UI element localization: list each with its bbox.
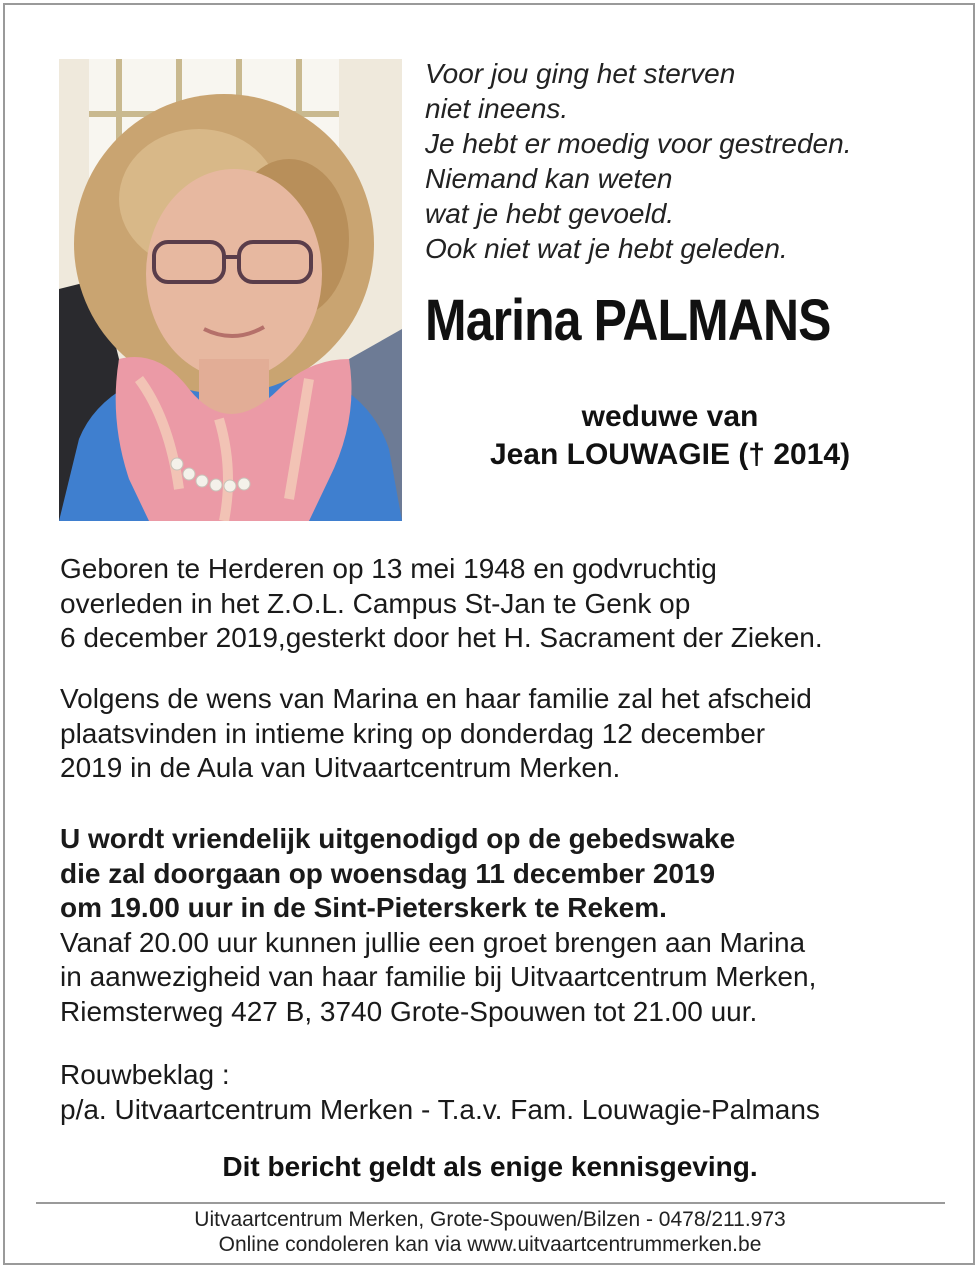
- notice-statement: Dit bericht geldt als enige kennisgeving.: [222, 1151, 758, 1182]
- text-line: plaatsvinden in intieme kring op donderdag 12 december: [60, 717, 766, 749]
- text-line: Geboren te Herderen op 13 mei 1948 en godvruchtig: [60, 553, 717, 584]
- condolences-address: p/a. Uitvaartcentrum Merken - T.a.v. Fam. Louwagie-Palmans: [60, 1093, 820, 1125]
- text-line: Riemsterweg 427 B, 3740 Grote-Spouwen tot 21.00 uur.: [60, 995, 758, 1027]
- condolences-block: [60, 1058, 960, 1127]
- text-line-bold: om 19.00 uur in de Sint-Pieterskerk te Rekem.: [60, 892, 667, 923]
- poem-line: wat je hebt gevoeld.: [425, 198, 675, 229]
- text-line: in aanwezigheid van haar familie bij Uitvaartcentrum Merken,: [60, 961, 817, 992]
- text-line: 2019 in de Aula van Uitvaartcentrum Merken.: [60, 752, 621, 783]
- poem-line: Niemand kan weten: [425, 163, 673, 194]
- portrait-photo: [59, 59, 402, 521]
- footer-website: Online condoleren kan via www.uitvaartcentrummerken.be: [218, 1233, 762, 1256]
- widow-of: [420, 398, 920, 474]
- condolences-label: Rouwbeklag :: [60, 1059, 230, 1090]
- text-line: 6 december 2019,gesterkt door het H. Sacrament der Zieken.: [60, 622, 823, 653]
- footer-divider: [36, 1202, 945, 1204]
- poem-line: Voor jou ging het sterven: [425, 58, 736, 89]
- wake-invitation-paragraph: [60, 822, 960, 1029]
- birth-death-paragraph: [60, 552, 960, 656]
- poem-line: Je hebt er moedig voor gestreden.: [425, 128, 852, 159]
- poem-line: niet ineens.: [425, 93, 569, 124]
- text-line: Vanaf 20.00 uur kunnen jullie een groet brengen aan Marina: [60, 926, 806, 958]
- farewell-paragraph: [60, 682, 960, 786]
- widow-label: weduwe van: [581, 400, 759, 433]
- spouse-name: Jean LOUWAGIE († 2014): [489, 438, 851, 471]
- text-line: Volgens de wens van Marina en haar familie zal het afscheid: [60, 683, 812, 714]
- text-line-bold: die zal doorgaan op woensdag 11 december 2019: [60, 857, 716, 889]
- memorial-poem: [425, 56, 965, 266]
- deceased-name: Marina PALMANS: [425, 288, 831, 353]
- text-line: overleden in het Z.O.L. Campus St-Jan te Genk op: [60, 587, 691, 619]
- poem-line: Ook niet wat je hebt geleden.: [425, 233, 788, 264]
- footer: [0, 1207, 980, 1257]
- footer-contact: Uitvaartcentrum Merken, Grote-Spouwen/Bilzen - 0478/211.973: [194, 1208, 786, 1231]
- text-line-bold: U wordt vriendelijk uitgenodigd op de gebedswake: [60, 823, 736, 854]
